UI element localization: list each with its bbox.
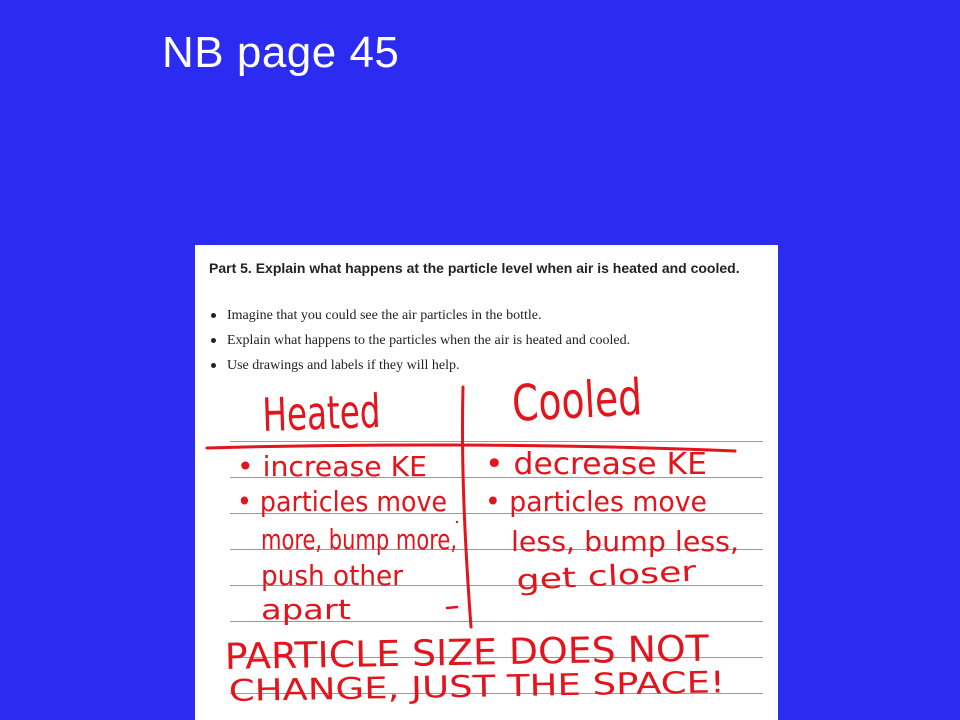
- column-divider: [462, 387, 471, 627]
- conclusion-line: CHANGE, JUST THE SPACE!: [228, 666, 632, 709]
- cooled-line: • particles move: [485, 485, 707, 518]
- heated-header: Heated: [261, 382, 430, 442]
- worksheet-image: [195, 245, 778, 720]
- prompt-item: Imagine that you could see the air particles in the bottle.: [209, 303, 764, 328]
- slide-title: NB page 45: [162, 28, 400, 77]
- heated-line: • increase KE: [237, 450, 427, 483]
- conclusion-line: PARTICLE SIZE DOES NOT: [224, 628, 687, 678]
- prompt-item: Use drawings and labels if they will help.: [209, 353, 764, 378]
- cooled-header: Cooled: [510, 366, 686, 433]
- handwritten-answer: [195, 245, 778, 720]
- heated-line: more, bump more,: [261, 523, 457, 556]
- heated-line: apart: [261, 593, 352, 626]
- part-heading: Part 5. Explain what happens at the particle level when air is heated and cooled.: [209, 260, 740, 276]
- cooled-line: • decrease KE: [485, 447, 707, 482]
- prompt-item: Explain what happens to the particles when the air is heated and cooled.: [209, 328, 764, 353]
- cooled-line: less, bump less,: [511, 525, 739, 558]
- heated-line: push other: [261, 559, 404, 592]
- heated-line: • particles move: [237, 485, 447, 518]
- dash-mark: [447, 607, 457, 608]
- cooled-line: get closer: [515, 556, 656, 597]
